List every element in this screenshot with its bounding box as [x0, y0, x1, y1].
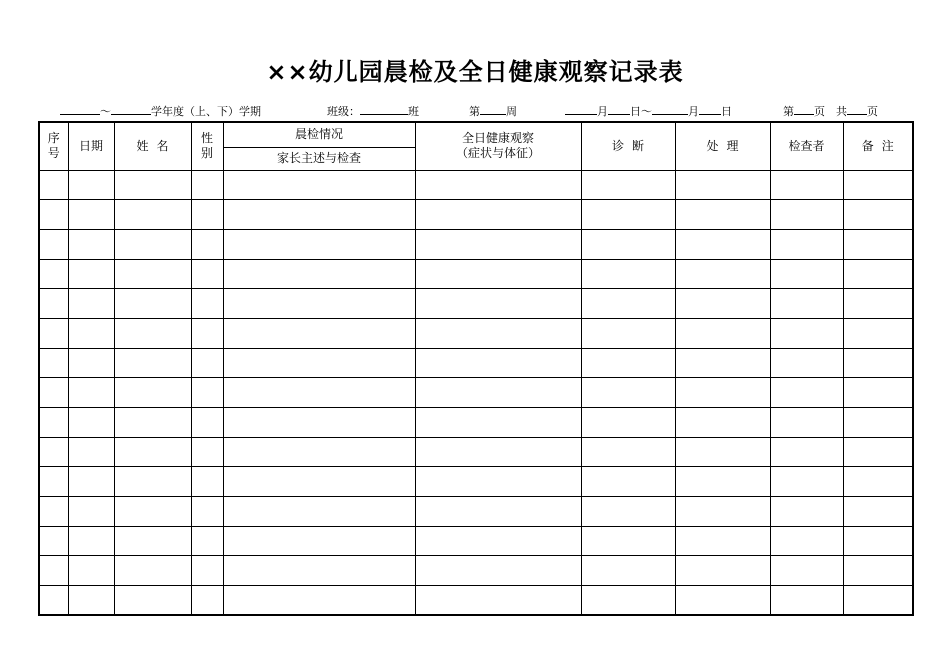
class-label: 班级：	[327, 105, 360, 118]
cell-observation[interactable]	[415, 437, 581, 467]
record-table	[38, 121, 914, 616]
cell-remarks[interactable]	[843, 408, 913, 438]
cell-inspector[interactable]	[770, 556, 843, 586]
cell-inspector[interactable]	[770, 318, 843, 348]
cell-name[interactable]	[114, 318, 191, 348]
cell-remarks[interactable]	[843, 259, 913, 289]
header-gender-line2: 别	[200, 146, 213, 161]
page-count-field[interactable]	[783, 103, 878, 119]
cell-parent-statement[interactable]	[223, 259, 415, 289]
cell-parent-statement[interactable]	[223, 378, 415, 408]
start-year-blank[interactable]	[60, 103, 100, 115]
cell-inspector[interactable]	[770, 200, 843, 230]
cell-name[interactable]	[114, 408, 191, 438]
cell-parent-statement[interactable]	[223, 318, 415, 348]
table-row	[39, 437, 913, 467]
cell-treatment[interactable]	[675, 467, 770, 497]
cell-observation[interactable]	[415, 318, 581, 348]
header-gender	[191, 122, 223, 170]
class-blank[interactable]	[360, 103, 408, 115]
week-prefix: 第	[469, 105, 480, 118]
table-row	[39, 170, 913, 200]
cell-name[interactable]	[114, 497, 191, 527]
cell-remarks[interactable]	[843, 170, 913, 200]
tilde-separator: ～	[100, 105, 111, 118]
cell-parent-statement[interactable]	[223, 170, 415, 200]
cell-remarks[interactable]	[843, 318, 913, 348]
cell-gender[interactable]	[191, 229, 223, 259]
cell-gender[interactable]	[191, 170, 223, 200]
table-row	[39, 229, 913, 259]
cell-observation[interactable]	[415, 259, 581, 289]
table-row	[39, 318, 913, 348]
cell-observation[interactable]	[415, 467, 581, 497]
cell-parent-statement[interactable]	[223, 348, 415, 378]
table-row	[39, 378, 913, 408]
cell-name[interactable]	[114, 526, 191, 556]
cell-remarks[interactable]	[843, 378, 913, 408]
cell-gender[interactable]	[191, 289, 223, 319]
cell-name[interactable]	[114, 170, 191, 200]
day1-label: 日～	[630, 105, 652, 118]
cell-name[interactable]	[114, 437, 191, 467]
cell-gender[interactable]	[191, 348, 223, 378]
cell-parent-statement[interactable]	[223, 200, 415, 230]
cell-date[interactable]	[68, 467, 114, 497]
cell-diagnosis[interactable]	[581, 408, 675, 438]
cell-inspector[interactable]	[770, 170, 843, 200]
cell-diagnosis[interactable]	[581, 259, 675, 289]
table-row	[39, 556, 913, 586]
cell-observation[interactable]	[415, 289, 581, 319]
cell-remarks[interactable]	[843, 200, 913, 230]
cell-diagnosis[interactable]	[581, 348, 675, 378]
cell-name[interactable]	[114, 467, 191, 497]
week-field[interactable]	[469, 103, 517, 119]
cell-remarks[interactable]	[843, 586, 913, 616]
cell-treatment[interactable]	[675, 289, 770, 319]
cell-treatment[interactable]	[675, 229, 770, 259]
header-seq-line2: 号	[47, 146, 60, 161]
cell-parent-statement[interactable]	[223, 437, 415, 467]
cell-remarks[interactable]	[843, 467, 913, 497]
header-gender-line1: 性	[200, 131, 213, 146]
cell-name[interactable]	[114, 348, 191, 378]
end-month-blank[interactable]	[652, 103, 688, 115]
cell-inspector[interactable]	[770, 467, 843, 497]
cell-remarks[interactable]	[843, 497, 913, 527]
cell-parent-statement[interactable]	[223, 497, 415, 527]
cell-observation[interactable]	[415, 229, 581, 259]
cell-date[interactable]	[68, 318, 114, 348]
table-row	[39, 200, 913, 230]
header-name: 姓名	[114, 122, 191, 170]
cell-seq[interactable]	[39, 348, 68, 378]
cell-treatment[interactable]	[675, 170, 770, 200]
cell-seq[interactable]	[39, 556, 68, 586]
cell-parent-statement[interactable]	[223, 526, 415, 556]
cell-gender[interactable]	[191, 408, 223, 438]
cell-seq[interactable]	[39, 467, 68, 497]
cell-remarks[interactable]	[843, 289, 913, 319]
page-prefix: 第	[783, 105, 794, 118]
cell-date[interactable]	[68, 170, 114, 200]
table-row	[39, 348, 913, 378]
cell-parent-statement[interactable]	[223, 467, 415, 497]
cell-treatment[interactable]	[675, 497, 770, 527]
header-date: 日期	[68, 122, 114, 170]
cell-diagnosis[interactable]	[581, 556, 675, 586]
cell-inspector[interactable]	[770, 526, 843, 556]
table-row	[39, 289, 913, 319]
cell-treatment[interactable]	[675, 556, 770, 586]
cell-inspector[interactable]	[770, 229, 843, 259]
header-observation	[415, 122, 581, 170]
cell-diagnosis[interactable]	[581, 170, 675, 200]
start-day-blank[interactable]	[608, 103, 630, 115]
month2-label: 月	[688, 105, 699, 118]
cell-parent-statement[interactable]	[223, 289, 415, 319]
school-year-label: 学年度（上、下）学期	[151, 105, 261, 118]
cell-diagnosis[interactable]	[581, 289, 675, 319]
cell-observation[interactable]	[415, 408, 581, 438]
cell-observation[interactable]	[415, 348, 581, 378]
cell-observation[interactable]	[415, 586, 581, 616]
page-mid: 页 共	[814, 105, 847, 118]
header-observation-line1: 全日健康观察	[461, 131, 534, 146]
header-morning-check: 晨检情况	[223, 122, 415, 147]
cell-treatment[interactable]	[675, 586, 770, 616]
cell-diagnosis[interactable]	[581, 586, 675, 616]
cell-diagnosis[interactable]	[581, 378, 675, 408]
page-suffix: 页	[867, 105, 878, 118]
cell-remarks[interactable]	[843, 526, 913, 556]
cell-remarks[interactable]	[843, 556, 913, 586]
cell-gender[interactable]	[191, 497, 223, 527]
cell-treatment[interactable]	[675, 318, 770, 348]
cell-parent-statement[interactable]	[223, 556, 415, 586]
cell-treatment[interactable]	[675, 348, 770, 378]
table-row	[39, 526, 913, 556]
cell-gender[interactable]	[191, 200, 223, 230]
cell-diagnosis[interactable]	[581, 497, 675, 527]
page-total-blank[interactable]	[847, 103, 867, 115]
cell-name[interactable]	[114, 289, 191, 319]
school-year-field[interactable]	[60, 103, 261, 119]
cell-diagnosis[interactable]	[581, 318, 675, 348]
header-seq-line1: 序	[47, 131, 60, 146]
cell-name[interactable]	[114, 556, 191, 586]
cell-date[interactable]	[68, 556, 114, 586]
cell-seq[interactable]	[39, 229, 68, 259]
cell-inspector[interactable]	[770, 586, 843, 616]
cell-seq[interactable]	[39, 586, 68, 616]
cell-treatment[interactable]	[675, 259, 770, 289]
cell-treatment[interactable]	[675, 408, 770, 438]
table-row	[39, 497, 913, 527]
page-number-blank[interactable]	[794, 103, 814, 115]
cell-date[interactable]	[68, 229, 114, 259]
cell-treatment[interactable]	[675, 378, 770, 408]
cell-observation[interactable]	[415, 170, 581, 200]
table-row	[39, 408, 913, 438]
cell-inspector[interactable]	[770, 408, 843, 438]
cell-observation[interactable]	[415, 556, 581, 586]
cell-name[interactable]	[114, 378, 191, 408]
cell-seq[interactable]	[39, 408, 68, 438]
cell-diagnosis[interactable]	[581, 200, 675, 230]
day2-label: 日	[721, 105, 732, 118]
cell-treatment[interactable]	[675, 200, 770, 230]
start-month-blank[interactable]	[565, 103, 597, 115]
table-row	[39, 467, 913, 497]
month1-label: 月	[597, 105, 608, 118]
cell-inspector[interactable]	[770, 497, 843, 527]
week-suffix: 周	[506, 105, 517, 118]
class-suffix: 班	[408, 105, 419, 118]
cell-inspector[interactable]	[770, 348, 843, 378]
header-seq	[39, 122, 68, 170]
header-diagnosis: 诊断	[581, 122, 675, 170]
cell-seq[interactable]	[39, 318, 68, 348]
cell-gender[interactable]	[191, 556, 223, 586]
cell-remarks[interactable]	[843, 229, 913, 259]
cell-seq[interactable]	[39, 437, 68, 467]
cell-date[interactable]	[68, 586, 114, 616]
header-inspector: 检查者	[770, 122, 843, 170]
cell-gender[interactable]	[191, 526, 223, 556]
cell-diagnosis[interactable]	[581, 467, 675, 497]
header-observation-line2: （症状与体征）	[455, 146, 540, 161]
cell-date[interactable]	[68, 378, 114, 408]
cell-parent-statement[interactable]	[223, 229, 415, 259]
cell-observation[interactable]	[415, 526, 581, 556]
cell-seq[interactable]	[39, 259, 68, 289]
cell-gender[interactable]	[191, 437, 223, 467]
cell-treatment[interactable]	[675, 526, 770, 556]
cell-date[interactable]	[68, 526, 114, 556]
cell-parent-statement[interactable]	[223, 408, 415, 438]
cell-gender[interactable]	[191, 586, 223, 616]
cell-observation[interactable]	[415, 200, 581, 230]
cell-date[interactable]	[68, 200, 114, 230]
header-parent-statement: 家长主述与检查	[223, 147, 415, 170]
cell-seq[interactable]	[39, 200, 68, 230]
cell-gender[interactable]	[191, 378, 223, 408]
cell-seq[interactable]	[39, 497, 68, 527]
cell-seq[interactable]	[39, 378, 68, 408]
cell-gender[interactable]	[191, 259, 223, 289]
week-blank[interactable]	[480, 103, 506, 115]
header-remarks: 备注	[843, 122, 913, 170]
cell-diagnosis[interactable]	[581, 437, 675, 467]
page-title: ××幼儿园晨检及全日健康观察记录表	[266, 58, 684, 86]
cell-observation[interactable]	[415, 497, 581, 527]
cell-date[interactable]	[68, 289, 114, 319]
cell-diagnosis[interactable]	[581, 526, 675, 556]
cell-name[interactable]	[114, 229, 191, 259]
cell-diagnosis[interactable]	[581, 229, 675, 259]
cell-remarks[interactable]	[843, 437, 913, 467]
cell-name[interactable]	[114, 586, 191, 616]
cell-seq[interactable]	[39, 289, 68, 319]
end-day-blank[interactable]	[699, 103, 721, 115]
cell-seq[interactable]	[39, 170, 68, 200]
table-row	[39, 586, 913, 616]
class-field[interactable]	[327, 103, 419, 119]
cell-name[interactable]	[114, 259, 191, 289]
cell-date[interactable]	[68, 259, 114, 289]
cell-inspector[interactable]	[770, 378, 843, 408]
record-body	[39, 170, 913, 615]
cell-date[interactable]	[68, 497, 114, 527]
cell-gender[interactable]	[191, 318, 223, 348]
header-treatment: 处理	[675, 122, 770, 170]
cell-remarks[interactable]	[843, 348, 913, 378]
cell-observation[interactable]	[415, 378, 581, 408]
cell-name[interactable]	[114, 200, 191, 230]
cell-inspector[interactable]	[770, 289, 843, 319]
cell-treatment[interactable]	[675, 437, 770, 467]
cell-inspector[interactable]	[770, 437, 843, 467]
cell-inspector[interactable]	[770, 259, 843, 289]
end-year-blank[interactable]	[111, 103, 151, 115]
cell-date[interactable]	[68, 437, 114, 467]
cell-date[interactable]	[68, 348, 114, 378]
cell-date[interactable]	[68, 408, 114, 438]
table-row	[39, 259, 913, 289]
date-range-field[interactable]	[565, 103, 732, 119]
cell-gender[interactable]	[191, 467, 223, 497]
cell-parent-statement[interactable]	[223, 586, 415, 616]
cell-seq[interactable]	[39, 526, 68, 556]
